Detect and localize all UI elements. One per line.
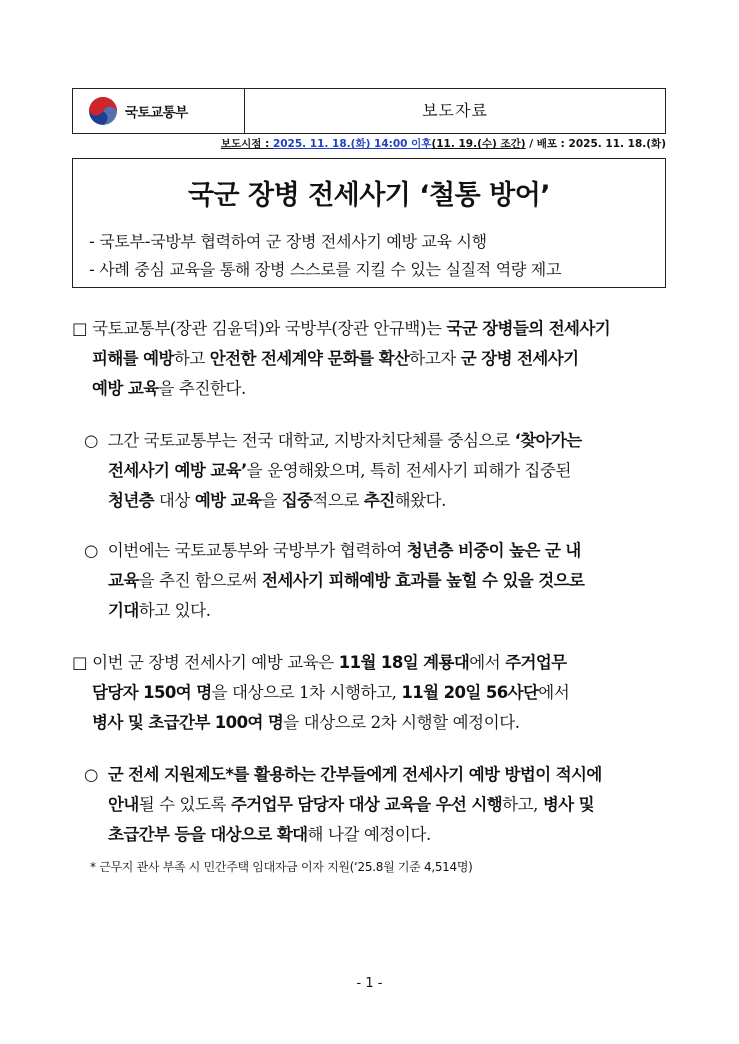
paragraph-1-line-2: 피해를 예방하고 안전한 전세계약 문화를 확산하고자 군 장병 전세사기	[92, 349, 579, 368]
embargo-paper: (11. 19.(수) 조간)	[431, 138, 526, 150]
embargo-line	[221, 136, 666, 151]
subtitle-1: - 국토부-국방부 협력하여 군 장병 전세사기 예방 교육 시행	[89, 232, 487, 251]
paragraph-5-line-3: 초급간부 등을 대상으로 확대해 나갈 예정이다.	[108, 825, 431, 844]
footnote: * 근무지 관사 부족 시 민간주택 임대자금 이자 지원(‘25.8월 기준 4,514명)	[90, 860, 473, 874]
ministry-logo-cell	[73, 89, 245, 133]
paragraph-4-line-1: □ 이번 군 장병 전세사기 예방 교육은 11월 18일 계룡대에서 주거업무	[72, 653, 567, 672]
paragraph-3-line-1: ○ 이번에는 국토교통부와 국방부가 협력하여 청년층 비중이 높은 군 내	[84, 541, 581, 560]
paragraph-3-line-3: 기대하고 있다.	[108, 601, 211, 620]
distribution-date: 2025. 11. 18.(화)	[568, 138, 666, 150]
press-release-header	[72, 88, 666, 134]
ministry-name: 국토교통부	[125, 105, 188, 121]
square-bullet-icon: □	[72, 319, 88, 338]
government-emblem-icon	[87, 95, 119, 127]
embargo-datetime: 2025. 11. 18.(화) 14:00 이후	[272, 138, 432, 150]
document-type: 보도자료	[422, 101, 488, 120]
circle-bullet-icon: ○	[84, 765, 98, 784]
paragraph-1-line-1: □ 국토교통부(장관 김윤덕)와 국방부(장관 안규백)는 국군 장병들의 전세사기	[72, 319, 611, 338]
page-number: - 1 -	[356, 976, 383, 991]
paragraph-1-line-3: 예방 교육을 추진한다.	[92, 379, 246, 398]
subtitle-2: - 사례 중심 교육을 통해 장병 스스로를 지킬 수 있는 실질적 역량 제고	[89, 260, 562, 279]
paragraph-5-line-1: ○ 군 전세 지원제도*를 활용하는 간부들에게 전세사기 예방 방법이 적시에	[84, 765, 602, 784]
title-box	[72, 158, 666, 288]
paragraph-5-line-2: 안내될 수 있도록 주거업무 담당자 대상 교육을 우선 시행하고, 병사 및	[108, 795, 595, 814]
paragraph-2-line-1: ○ 그간 국토교통부는 전국 대학교, 지방자치단체를 중심으로 ‘찾아가는	[84, 431, 582, 450]
paragraph-3-line-2: 교육을 추진 함으로써 전세사기 피해예방 효과를 높힐 수 있을 것으로	[108, 571, 585, 590]
paragraph-2-line-2: 전세사기 예방 교육’을 운영해왔으며, 특히 전세사기 피해가 집중된	[108, 461, 571, 480]
page-title: 국군 장병 전세사기 ‘철통 방어’	[187, 180, 551, 211]
paragraph-4-line-2: 담당자 150여 명을 대상으로 1차 시행하고, 11월 20일 56사단에서	[92, 683, 570, 702]
square-bullet-icon: □	[72, 653, 88, 672]
paragraph-2-line-3: 청년층 대상 예방 교육을 집중적으로 추진해왔다.	[108, 491, 447, 510]
circle-bullet-icon: ○	[84, 431, 98, 450]
distribution-label: / 배포 :	[525, 138, 569, 150]
embargo-label: 보도시점 :	[220, 138, 273, 150]
paragraph-4-line-3: 병사 및 초급간부 100여 명을 대상으로 2차 시행할 예정이다.	[92, 713, 520, 732]
circle-bullet-icon: ○	[84, 541, 98, 560]
